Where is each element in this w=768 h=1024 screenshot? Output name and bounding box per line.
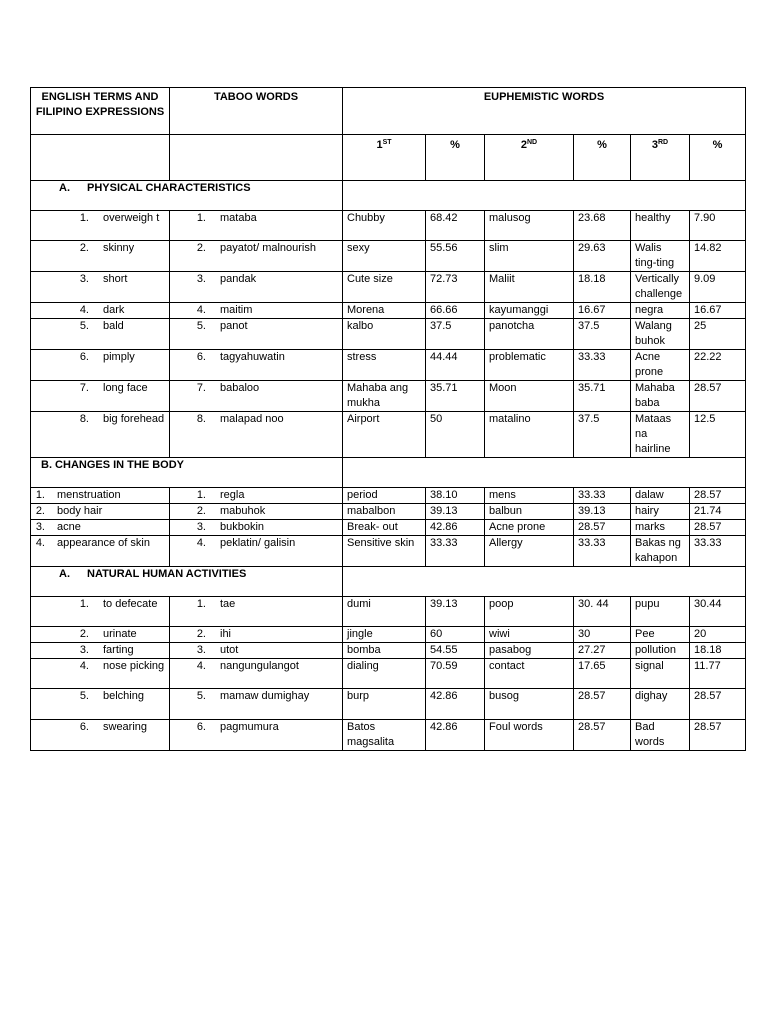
english-term — [31, 720, 170, 751]
header-taboo-words: TABOO WORDS — [170, 88, 343, 135]
taboo-word — [170, 241, 343, 272]
english-term — [31, 504, 170, 520]
third-percent: 18.18 — [690, 643, 746, 659]
header-euphemistic-words: EUPHEMISTIC WORDS — [343, 88, 746, 135]
taboo-word-number: 5. — [196, 320, 206, 332]
taboo-word-number: 5. — [196, 690, 206, 702]
english-term-text: overweigh t — [103, 212, 160, 224]
first-percent: 68.42 — [426, 211, 485, 241]
third-percent: 16.67 — [690, 303, 746, 319]
english-term — [31, 211, 170, 241]
first-euphemism: Cute size — [343, 272, 426, 303]
first-percent: 39.13 — [426, 597, 485, 627]
section-header-row — [31, 458, 746, 488]
third-euphemism: Mahaba baba — [631, 381, 690, 412]
taboo-word-text: bukbokin — [220, 521, 265, 533]
second-percent: 35.71 — [574, 381, 631, 412]
second-euphemism: slim — [485, 241, 574, 272]
english-term-text: big forehead — [103, 413, 165, 425]
taboo-word-text: payatot/ malnourish — [220, 242, 316, 254]
second-percent: 17.65 — [574, 659, 631, 689]
english-term-text: belching — [103, 690, 144, 702]
taboo-word-number: 4. — [196, 304, 206, 316]
third-percent: 30.44 — [690, 597, 746, 627]
english-term-number: 7. — [79, 382, 89, 394]
taboo-word — [170, 488, 343, 504]
taboo-word — [170, 643, 343, 659]
english-term — [31, 597, 170, 627]
third-percent: 9.09 — [690, 272, 746, 303]
english-term-number: 4. — [35, 537, 45, 549]
english-term-text: swearing — [103, 721, 148, 733]
taboo-word-text: peklatin/ galisin — [220, 537, 296, 549]
section-title-text: PHYSICAL CHARACTERISTICS — [87, 182, 251, 194]
second-euphemism: busog — [485, 689, 574, 720]
header-first-percent: % — [426, 135, 485, 181]
second-percent: 27.27 — [574, 643, 631, 659]
taboo-word-number: 1. — [196, 598, 206, 610]
second-euphemism: Allergy — [485, 536, 574, 567]
header-blank-taboo — [170, 135, 343, 181]
english-term — [31, 536, 170, 567]
taboo-word-number: 2. — [196, 242, 206, 254]
taboo-word — [170, 211, 343, 241]
header-english-terms: ENGLISH TERMS AND FILIPINO EXPRESSIONS — [31, 88, 170, 135]
third-percent: 14.82 — [690, 241, 746, 272]
taboo-word-number: 4. — [196, 537, 206, 549]
first-percent: 42.86 — [426, 520, 485, 536]
english-term-text: skinny — [103, 242, 135, 254]
second-euphemism: pasabog — [485, 643, 574, 659]
taboo-word-text: pagmumura — [220, 721, 279, 733]
taboo-word — [170, 272, 343, 303]
second-euphemism: poop — [485, 597, 574, 627]
second-percent: 39.13 — [574, 504, 631, 520]
table-row — [31, 319, 746, 350]
third-euphemism: pollution — [631, 643, 690, 659]
english-term — [31, 412, 170, 458]
taboo-word-text: mataba — [220, 212, 257, 224]
third-euphemism: Bad words — [631, 720, 690, 751]
english-term-text: to defecate — [103, 598, 158, 610]
english-term-number: 1. — [35, 489, 45, 501]
taboo-word-text: maitim — [220, 304, 253, 316]
first-percent: 54.55 — [426, 643, 485, 659]
english-term-number: 5. — [79, 690, 89, 702]
section-number: A. — [59, 568, 70, 580]
english-term-number: 2. — [35, 505, 45, 517]
first-percent: 70.59 — [426, 659, 485, 689]
taboo-euphemism-table — [30, 87, 746, 751]
taboo-word — [170, 319, 343, 350]
third-percent: 21.74 — [690, 504, 746, 520]
first-percent: 33.33 — [426, 536, 485, 567]
header-second-number: 2 — [520, 139, 527, 151]
english-term — [31, 381, 170, 412]
first-euphemism: Morena — [343, 303, 426, 319]
third-percent: 12.5 — [690, 412, 746, 458]
section-title-text: B. CHANGES IN THE BODY — [41, 459, 185, 471]
english-term — [31, 241, 170, 272]
english-term — [31, 689, 170, 720]
english-term-text: nose picking — [103, 660, 165, 672]
table-row — [31, 659, 746, 689]
taboo-word-number: 3. — [196, 644, 206, 656]
header-third-suffix: RD — [658, 139, 669, 146]
section-title-text: NATURAL HUMAN ACTIVITIES — [87, 568, 247, 580]
first-percent: 35.71 — [426, 381, 485, 412]
third-euphemism: pupu — [631, 597, 690, 627]
first-percent: 50 — [426, 412, 485, 458]
table-row — [31, 720, 746, 751]
taboo-word-text: pandak — [220, 273, 257, 285]
header-first — [343, 135, 426, 181]
taboo-word-number: 2. — [196, 505, 206, 517]
first-euphemism: Airport — [343, 412, 426, 458]
table-row — [31, 211, 746, 241]
taboo-word — [170, 689, 343, 720]
taboo-word-text: nangungulangot — [220, 660, 299, 672]
english-term-text: dark — [103, 304, 125, 316]
first-euphemism: Batos magsalita — [343, 720, 426, 751]
taboo-word-text: mamaw dumighay — [220, 690, 310, 702]
first-percent: 42.86 — [426, 720, 485, 751]
taboo-word-number: 8. — [196, 413, 206, 425]
section-title — [31, 181, 343, 211]
header-blank-english — [31, 135, 170, 181]
english-term-number: 3. — [79, 644, 89, 656]
english-term-text: acne — [57, 521, 81, 533]
taboo-word — [170, 659, 343, 689]
first-euphemism: jingle — [343, 627, 426, 643]
taboo-word — [170, 627, 343, 643]
section-number: A. — [59, 182, 70, 194]
third-euphemism: Acne prone — [631, 350, 690, 381]
first-percent: 55.56 — [426, 241, 485, 272]
section-header-row — [31, 181, 746, 211]
second-percent: 23.68 — [574, 211, 631, 241]
second-euphemism: matalino — [485, 412, 574, 458]
second-percent: 30. 44 — [574, 597, 631, 627]
header-second-percent: % — [574, 135, 631, 181]
first-percent: 42.86 — [426, 689, 485, 720]
third-euphemism: signal — [631, 659, 690, 689]
taboo-word-text: utot — [220, 644, 239, 656]
third-euphemism: Walang buhok — [631, 319, 690, 350]
third-euphemism: Bakas ng kahapon — [631, 536, 690, 567]
first-euphemism: period — [343, 488, 426, 504]
third-percent: 22.22 — [690, 350, 746, 381]
first-euphemism: burp — [343, 689, 426, 720]
english-term-text: urinate — [103, 628, 137, 640]
first-euphemism: Sensitive skin — [343, 536, 426, 567]
second-euphemism: malusog — [485, 211, 574, 241]
table-row — [31, 689, 746, 720]
english-term — [31, 319, 170, 350]
third-percent: 28.57 — [690, 689, 746, 720]
second-percent: 18.18 — [574, 272, 631, 303]
english-term-text: farting — [103, 644, 134, 656]
english-term-text: bald — [103, 320, 124, 332]
english-term — [31, 272, 170, 303]
table-row — [31, 504, 746, 520]
taboo-word-number: 1. — [196, 489, 206, 501]
first-percent: 66.66 — [426, 303, 485, 319]
taboo-word — [170, 412, 343, 458]
table-row — [31, 597, 746, 627]
first-euphemism: Chubby — [343, 211, 426, 241]
taboo-word — [170, 536, 343, 567]
english-term-number: 3. — [79, 273, 89, 285]
first-percent: 37.5 — [426, 319, 485, 350]
first-euphemism: bomba — [343, 643, 426, 659]
header-second — [485, 135, 574, 181]
first-euphemism: Mahaba ang mukha — [343, 381, 426, 412]
table-row — [31, 627, 746, 643]
table-row — [31, 381, 746, 412]
table-row — [31, 303, 746, 319]
taboo-word — [170, 381, 343, 412]
header-second-suffix: ND — [527, 139, 538, 146]
third-percent: 33.33 — [690, 536, 746, 567]
header-third-number: 3 — [651, 139, 658, 151]
second-euphemism: wiwi — [485, 627, 574, 643]
table-row — [31, 488, 746, 504]
english-term — [31, 659, 170, 689]
english-term — [31, 303, 170, 319]
header-third-percent: % — [690, 135, 746, 181]
taboo-word-text: babaloo — [220, 382, 260, 394]
header-third — [631, 135, 690, 181]
taboo-word-number: 3. — [196, 521, 206, 533]
third-percent: 28.57 — [690, 488, 746, 504]
english-term-number: 3. — [35, 521, 45, 533]
english-term-number: 4. — [79, 304, 89, 316]
third-euphemism: healthy — [631, 211, 690, 241]
english-term-number: 2. — [79, 628, 89, 640]
second-percent: 28.57 — [574, 689, 631, 720]
first-percent: 60 — [426, 627, 485, 643]
third-euphemism: dighay — [631, 689, 690, 720]
english-term-number: 1. — [79, 598, 89, 610]
first-euphemism: kalbo — [343, 319, 426, 350]
english-term-text: body hair — [57, 505, 103, 517]
taboo-word-text: malapad noo — [220, 413, 284, 425]
taboo-word — [170, 504, 343, 520]
section-header-row — [31, 567, 746, 597]
taboo-word-text: panot — [220, 320, 248, 332]
taboo-word — [170, 597, 343, 627]
second-percent: 28.57 — [574, 720, 631, 751]
taboo-word — [170, 303, 343, 319]
second-euphemism: Acne prone — [485, 520, 574, 536]
header-first-number: 1 — [376, 139, 383, 151]
english-term-text: appearance of skin — [57, 537, 150, 549]
english-term-number: 8. — [79, 413, 89, 425]
second-percent: 33.33 — [574, 488, 631, 504]
section-title — [31, 567, 343, 597]
taboo-word-text: regla — [220, 489, 245, 501]
third-euphemism: hairy — [631, 504, 690, 520]
table-row — [31, 272, 746, 303]
third-percent: 28.57 — [690, 381, 746, 412]
english-term — [31, 520, 170, 536]
taboo-word-text: ihi — [220, 628, 232, 640]
table-row — [31, 643, 746, 659]
english-term — [31, 627, 170, 643]
taboo-word-number: 2. — [196, 628, 206, 640]
taboo-word-text: mabuhok — [220, 505, 266, 517]
third-euphemism: Vertically challenge — [631, 272, 690, 303]
second-percent: 37.5 — [574, 319, 631, 350]
section-blank-cell — [343, 458, 746, 488]
taboo-word-text: tagyahuwatin — [220, 351, 285, 363]
english-term-text: short — [103, 273, 128, 285]
table-row — [31, 350, 746, 381]
table-row — [31, 412, 746, 458]
taboo-word-text: tae — [220, 598, 236, 610]
second-euphemism: panotcha — [485, 319, 574, 350]
table-row — [31, 520, 746, 536]
second-euphemism: Moon — [485, 381, 574, 412]
section-label — [35, 458, 338, 473]
first-euphemism: mabalbon — [343, 504, 426, 520]
section-label — [35, 567, 338, 582]
section-blank-cell — [343, 567, 746, 597]
second-percent: 28.57 — [574, 520, 631, 536]
taboo-word-number: 7. — [196, 382, 206, 394]
taboo-word-number: 1. — [196, 212, 206, 224]
first-euphemism: sexy — [343, 241, 426, 272]
taboo-word-number: 3. — [196, 273, 206, 285]
first-euphemism: Break- out — [343, 520, 426, 536]
section-label — [35, 181, 338, 196]
second-euphemism: problematic — [485, 350, 574, 381]
first-euphemism: dumi — [343, 597, 426, 627]
third-euphemism: Pee — [631, 627, 690, 643]
second-euphemism: Foul words — [485, 720, 574, 751]
english-term — [31, 350, 170, 381]
taboo-word-number: 6. — [196, 721, 206, 733]
second-euphemism: balbun — [485, 504, 574, 520]
second-euphemism: mens — [485, 488, 574, 504]
english-term-number: 1. — [79, 212, 89, 224]
second-euphemism: kayumanggi — [485, 303, 574, 319]
third-euphemism: negra — [631, 303, 690, 319]
header-first-suffix: ST — [382, 139, 392, 146]
english-term-number: 6. — [79, 351, 89, 363]
english-term-text: menstruation — [57, 489, 121, 501]
section-blank-cell — [343, 181, 746, 211]
english-term — [31, 643, 170, 659]
first-percent: 38.10 — [426, 488, 485, 504]
english-term-number: 2. — [79, 242, 89, 254]
taboo-word-number: 6. — [196, 351, 206, 363]
third-euphemism: Mataas na hairline — [631, 412, 690, 458]
taboo-word — [170, 350, 343, 381]
taboo-word — [170, 520, 343, 536]
second-percent: 33.33 — [574, 536, 631, 567]
third-percent: 28.57 — [690, 520, 746, 536]
english-term-text: pimply — [103, 351, 135, 363]
third-percent: 11.77 — [690, 659, 746, 689]
taboo-word — [170, 720, 343, 751]
second-percent: 37.5 — [574, 412, 631, 458]
third-percent: 28.57 — [690, 720, 746, 751]
english-term-number: 6. — [79, 721, 89, 733]
third-euphemism: Walis ting-ting — [631, 241, 690, 272]
second-percent: 29.63 — [574, 241, 631, 272]
third-percent: 25 — [690, 319, 746, 350]
second-euphemism: contact — [485, 659, 574, 689]
first-percent: 72.73 — [426, 272, 485, 303]
second-percent: 30 — [574, 627, 631, 643]
section-title — [31, 458, 343, 488]
third-euphemism: marks — [631, 520, 690, 536]
second-percent: 33.33 — [574, 350, 631, 381]
first-euphemism: dialing — [343, 659, 426, 689]
third-euphemism: dalaw — [631, 488, 690, 504]
table-row — [31, 536, 746, 567]
english-term-number: 4. — [79, 660, 89, 672]
first-percent: 44.44 — [426, 350, 485, 381]
first-euphemism: stress — [343, 350, 426, 381]
taboo-word-number: 4. — [196, 660, 206, 672]
first-percent: 39.13 — [426, 504, 485, 520]
third-percent: 20 — [690, 627, 746, 643]
second-euphemism: Maliit — [485, 272, 574, 303]
table-row — [31, 241, 746, 272]
third-percent: 7.90 — [690, 211, 746, 241]
english-term-text: long face — [103, 382, 148, 394]
second-percent: 16.67 — [574, 303, 631, 319]
english-term-number: 5. — [79, 320, 89, 332]
english-term — [31, 488, 170, 504]
